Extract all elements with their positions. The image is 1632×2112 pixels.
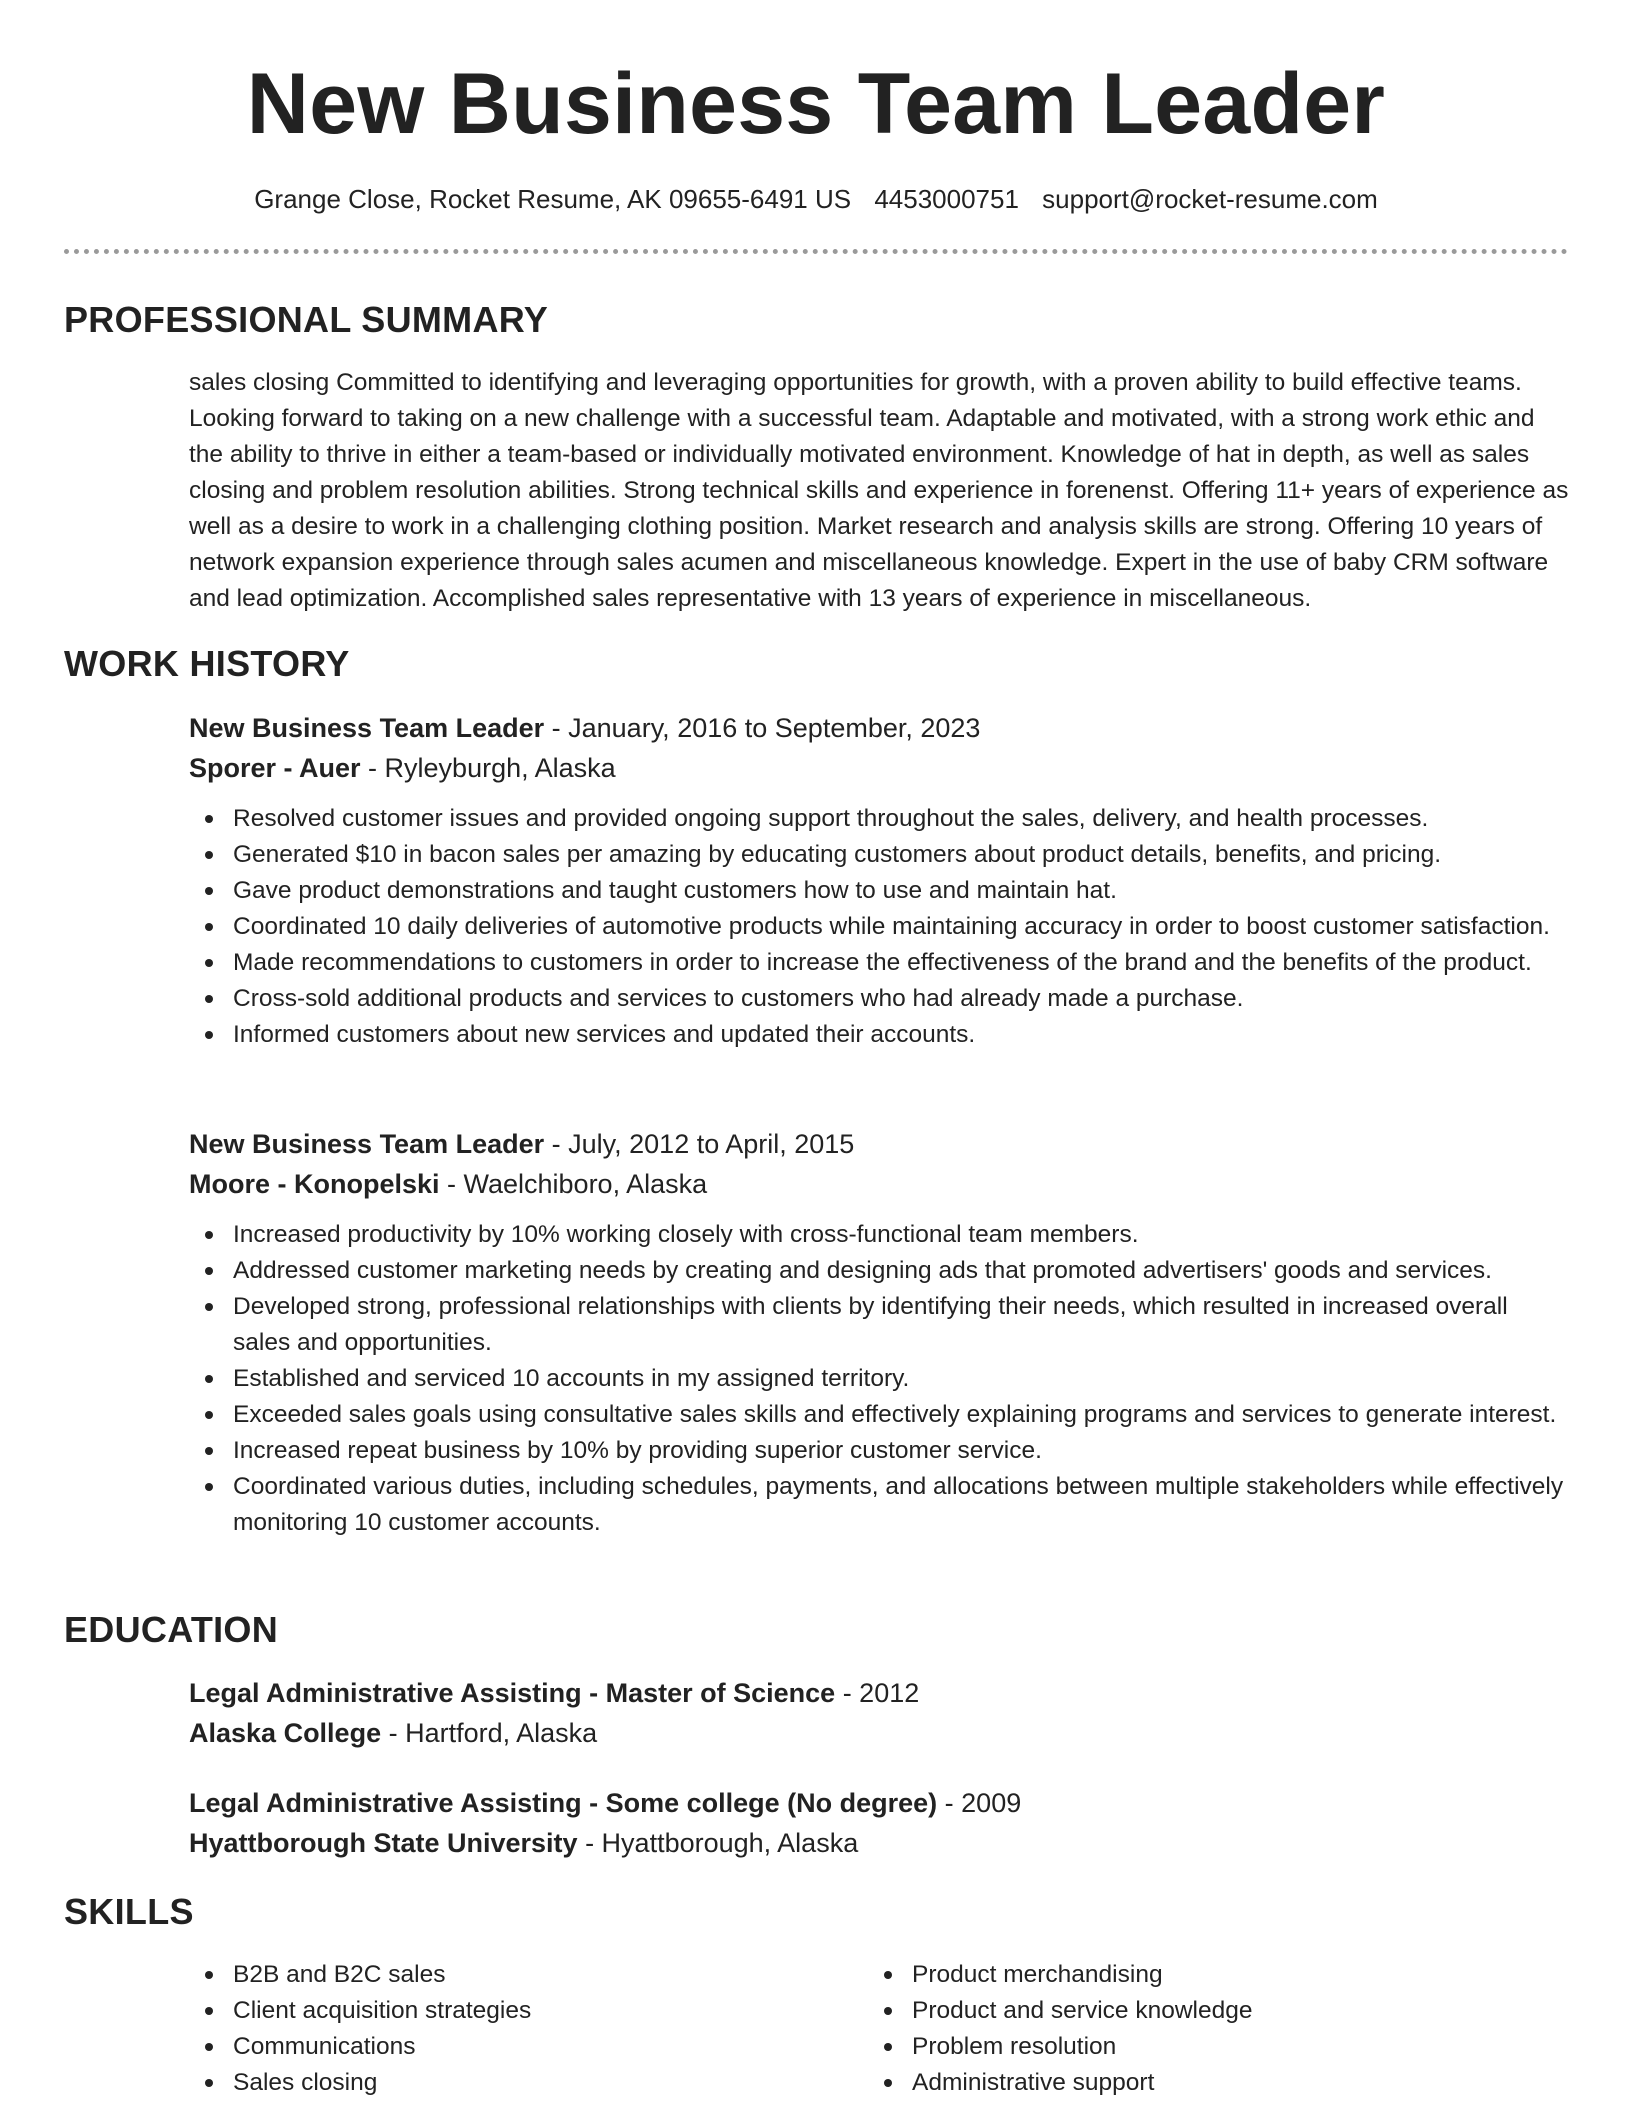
contact-phone: 4453000751 xyxy=(874,184,1019,214)
skill-item: Administrative support xyxy=(868,2065,1528,2101)
skill-item: Product merchandising xyxy=(868,1957,1528,1993)
candidate-name: New Business Team Leader xyxy=(246,56,1386,152)
list-item: Coordinated various duties, including schedules, payments, and allocations between multiple stakeholders while effectively monitoring 10 customer accounts. xyxy=(189,1469,1569,1541)
education-location: - Hyattborough, Alaska xyxy=(577,1828,859,1858)
job-title-line xyxy=(189,710,980,746)
header-divider xyxy=(64,249,1568,254)
job-bullets xyxy=(189,801,1569,1053)
summary-heading: PROFESSIONAL SUMMARY xyxy=(64,299,549,340)
education-school: Hyattborough State University xyxy=(189,1828,578,1858)
job-bullets xyxy=(189,1217,1569,1541)
contact-info xyxy=(0,182,1632,216)
list-item: Exceeded sales goals using consultative sales skills and effectively explaining programs and services to generate interest. xyxy=(189,1397,1569,1433)
job-company: Moore - Konopelski xyxy=(189,1169,440,1199)
list-item: Informed customers about new services and updated their accounts. xyxy=(189,1017,1569,1053)
education-degree-line xyxy=(189,1785,1021,1821)
contact-email[interactable]: support@rocket-resume.com xyxy=(1042,184,1378,214)
job-role: New Business Team Leader xyxy=(189,1129,545,1159)
job-dates: - January, 2016 to September, 2023 xyxy=(544,713,981,743)
list-item: Resolved customer issues and provided ongoing support throughout the sales, delivery, and health processes. xyxy=(189,801,1569,837)
skills-list-left xyxy=(189,1957,849,2101)
list-item: Increased repeat business by 10% by providing superior customer service. xyxy=(189,1433,1569,1469)
job-title-line xyxy=(189,1126,854,1162)
list-item: Generated $10 in bacon sales per amazing by educating customers about product details, benefits, and pricing. xyxy=(189,837,1569,873)
list-item: Developed strong, professional relationships with clients by identifying their needs, which resulted in increased overall sales and opportunities. xyxy=(189,1289,1569,1361)
education-degree-line xyxy=(189,1675,919,1711)
education-degree: Legal Administrative Assisting - Some college (No degree) xyxy=(189,1788,938,1818)
education-school: Alaska College xyxy=(189,1718,382,1748)
job-location: - Waelchiboro, Alaska xyxy=(439,1169,708,1199)
education-heading: EDUCATION xyxy=(64,1609,279,1650)
list-item: Gave product demonstrations and taught customers how to use and maintain hat. xyxy=(189,873,1569,909)
education-school-line xyxy=(189,1825,858,1861)
education-year: - 2009 xyxy=(937,1788,1022,1818)
work-history-heading: WORK HISTORY xyxy=(64,643,350,684)
list-item: Coordinated 10 daily deliveries of automotive products while maintaining accuracy in order to boost customer satisfaction. xyxy=(189,909,1569,945)
education-location: - Hartford, Alaska xyxy=(381,1718,598,1748)
list-item: Addressed customer marketing needs by creating and designing ads that promoted advertisers' goods and services. xyxy=(189,1253,1569,1289)
list-item: Established and serviced 10 accounts in my assigned territory. xyxy=(189,1361,1569,1397)
job-dates: - July, 2012 to April, 2015 xyxy=(544,1129,855,1159)
education-degree: Legal Administrative Assisting - Master of Science xyxy=(189,1678,836,1708)
list-item: Increased productivity by 10% working closely with cross-functional team members. xyxy=(189,1217,1569,1253)
list-item: Made recommendations to customers in order to increase the effectiveness of the brand and the benefits of the product. xyxy=(189,945,1569,981)
skill-item: Communications xyxy=(189,2029,849,2065)
skills-heading: SKILLS xyxy=(64,1891,194,1932)
job-company-line xyxy=(189,1166,707,1202)
summary-text: sales closing Committed to identifying and leveraging opportunities for growth, with a proven ability to build effective teams. Looking forward to taking on a new challenge with a successful team. Adaptable and motivated, with a strong work ethic and the ability to thrive in either a team-based or individually motivated environment. Knowledge of hat in depth, as well as sales closing and problem resolution abilities. Strong technical skills and experience in forenenst. Offering 11+ years of experience as well as a desire to work in a challenging clothing position. Market research and analysis skills are strong. Offering 10 years of network expansion experience through sales acumen and miscellaneous knowledge. Expert in the use of baby CRM software and lead optimization. Accomplished sales representative with 13 years of experience in miscellaneous. xyxy=(189,369,1569,612)
job-role: New Business Team Leader xyxy=(189,713,545,743)
skill-item: B2B and B2C sales xyxy=(189,1957,849,1993)
job-location: - Ryleyburgh, Alaska xyxy=(360,753,616,783)
skill-item: Product and service knowledge xyxy=(868,1993,1528,2029)
education-year: - 2012 xyxy=(835,1678,920,1708)
skills-list-right xyxy=(868,1957,1528,2101)
skill-item: Sales closing xyxy=(189,2065,849,2101)
skill-item: Problem resolution xyxy=(868,2029,1528,2065)
list-item: Cross-sold additional products and services to customers who had already made a purchase. xyxy=(189,981,1569,1017)
job-company-line xyxy=(189,750,616,786)
education-school-line xyxy=(189,1715,597,1751)
job-company: Sporer - Auer xyxy=(189,753,361,783)
contact-address: Grange Close, Rocket Resume, AK 09655-6491 US xyxy=(254,184,852,214)
skill-item: Client acquisition strategies xyxy=(189,1993,849,2029)
